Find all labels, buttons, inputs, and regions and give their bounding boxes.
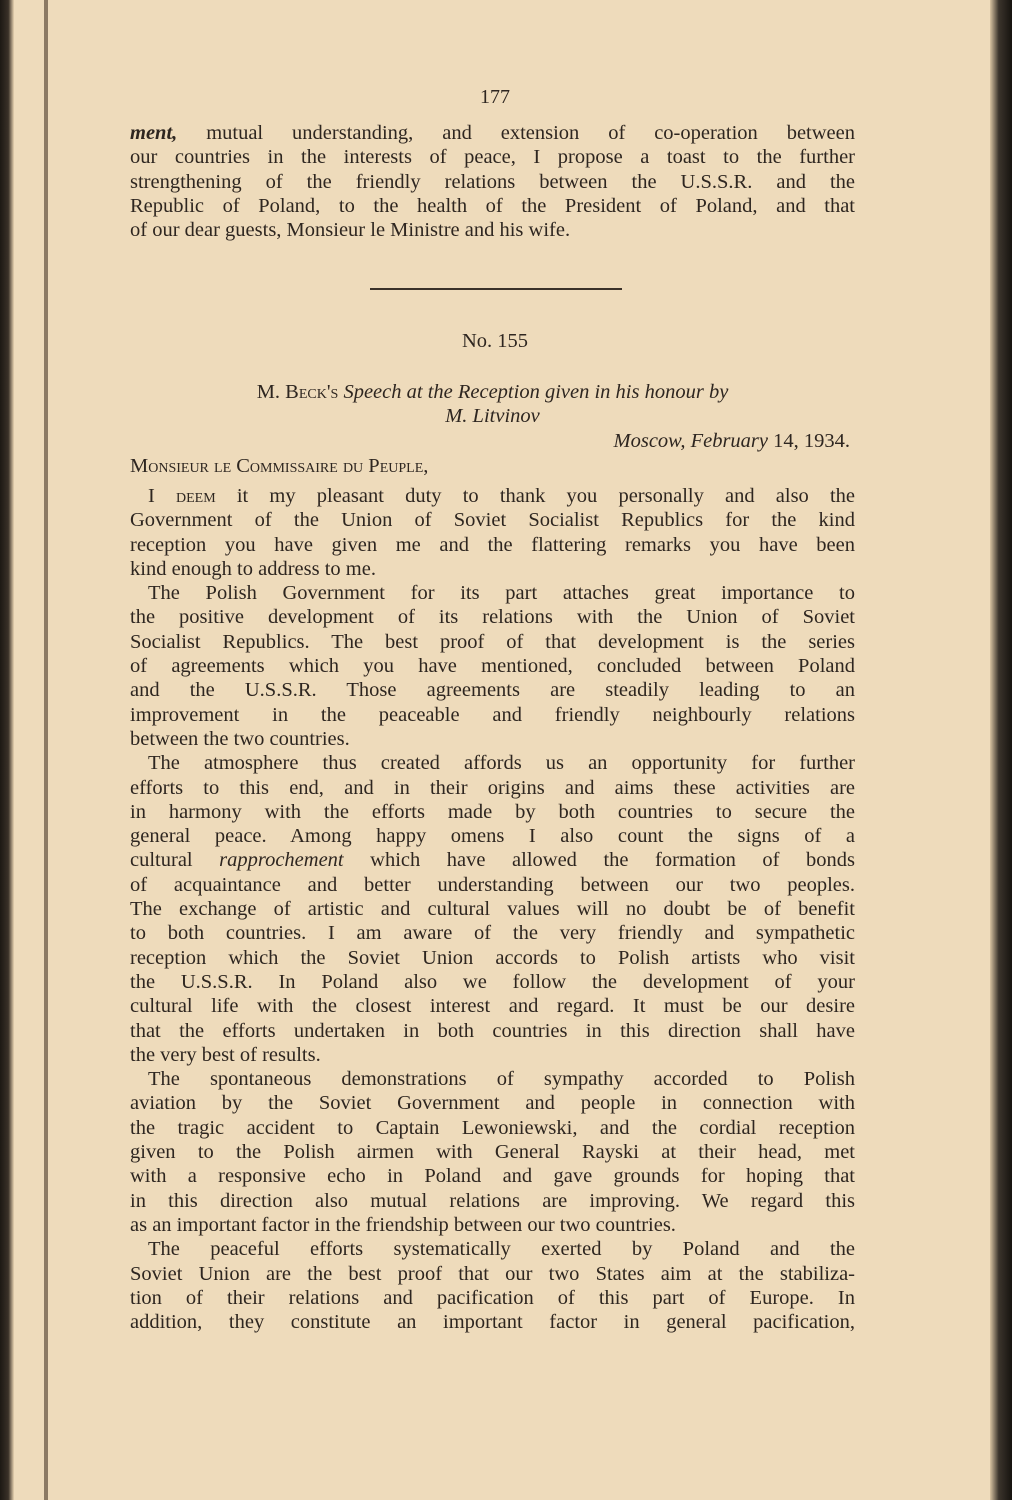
text-segment: the very best of results. xyxy=(130,1043,321,1066)
text-line xyxy=(130,605,855,629)
text-line xyxy=(130,508,855,532)
text-line xyxy=(130,1213,855,1237)
text-segment: The atmosphere thus created affords us an opportunity for further xyxy=(148,752,855,775)
text-line xyxy=(130,751,855,775)
text-segment: of acquaintance and better understanding between our two peoples. xyxy=(130,873,855,896)
text-line xyxy=(130,946,855,970)
text-segment: the positive development of its relations with the Union of Soviet xyxy=(130,606,855,629)
text-segment: tion of their relations and pacification of this part of Europe. In xyxy=(130,1286,855,1309)
text-segment: cultural life with the closest interest and regard. It must be our desire xyxy=(130,995,855,1018)
text-line xyxy=(130,1189,855,1213)
text-segment: Socialist Republics. The best proof of that development is the series xyxy=(130,630,855,653)
text-segment: between the two countries. xyxy=(130,727,350,750)
text-segment: aviation by the Soviet Government and people in connection with xyxy=(130,1092,855,1115)
text-line xyxy=(130,873,855,897)
text-segment: strengthening of the friendly relations between the U.S.S.R. and the xyxy=(130,170,855,193)
text-segment: cultural xyxy=(130,849,220,872)
text-segment: which have allowed the formation of bonds xyxy=(343,849,855,872)
text-line xyxy=(130,1164,855,1188)
text-segment: addition, they constitute an important factor in general pacification, xyxy=(130,1311,855,1334)
text-segment: the U.S.S.R. In Poland also we follow the development of your xyxy=(130,970,855,993)
salutation: Monsieur le Commissaire du Peuple, xyxy=(130,455,429,477)
text-segment: The peaceful efforts systematically exerted by Poland and the xyxy=(148,1238,855,1261)
text-line xyxy=(130,970,855,994)
text-segment: as an important factor in the friendship between our two countries. xyxy=(130,1213,676,1236)
text-line xyxy=(130,800,855,824)
text-segment: Speech at the Reception given in his honour by xyxy=(338,381,729,403)
text-line xyxy=(130,145,855,169)
text-segment: M. Litvinov xyxy=(445,405,540,428)
text-segment: mutual understanding, and extension of co-operation between xyxy=(177,122,855,144)
text-segment: of our dear guests, Monsieur le Ministre and his wife. xyxy=(130,219,571,242)
text-line xyxy=(130,121,855,145)
text-line xyxy=(130,581,855,605)
text-segment: given to the Polish airmen with General Rayski at their head, met xyxy=(130,1141,855,1164)
text-segment: it my pleasant duty to thank you personally and also the xyxy=(215,485,856,507)
text-segment: The exchange of artistic and cultural values will no doubt be of benefit xyxy=(130,898,855,921)
text-line xyxy=(130,1067,855,1091)
text-line xyxy=(130,678,855,702)
text-line xyxy=(130,194,855,218)
text-segment: 14, 1934. xyxy=(768,429,850,452)
speech-body xyxy=(130,484,855,1334)
text-line xyxy=(130,170,855,194)
page-gutter xyxy=(44,0,48,1500)
text-segment: kind enough to address to me. xyxy=(130,557,376,580)
text-line xyxy=(130,776,855,800)
text-line xyxy=(130,1091,855,1115)
text-segment: The Polish Government for its part attaches great importance to xyxy=(148,582,855,605)
text-segment: Soviet Union are the best proof that our two States aim at the stabiliza- xyxy=(130,1262,855,1285)
text-line xyxy=(130,380,855,404)
text-segment: Republic of Poland, to the health of the President of Poland, and that xyxy=(130,194,855,217)
text-line xyxy=(130,703,855,727)
text-line xyxy=(130,429,855,453)
text-segment: in harmony with the efforts made by both countries to secure the xyxy=(130,800,855,823)
text-line xyxy=(130,404,855,428)
text-segment: ment, xyxy=(130,122,178,144)
continuation-paragraph xyxy=(130,121,855,242)
document-number: No. 155 xyxy=(461,330,529,352)
text-line xyxy=(130,1286,855,1310)
text-segment: I xyxy=(148,485,176,507)
text-line xyxy=(130,848,855,872)
text-segment: with a responsive echo in Poland and gave grounds for hoping that xyxy=(130,1165,855,1188)
text-segment: and the U.S.S.R. Those agreements are steadily leading to an xyxy=(130,679,855,702)
page-number: 177 xyxy=(480,86,510,108)
text-line xyxy=(130,557,855,581)
text-line xyxy=(130,727,855,751)
text-line xyxy=(130,1116,855,1140)
text-line xyxy=(130,1019,855,1043)
text-segment: that the efforts undertaken in both countries in this direction shall have xyxy=(130,1019,855,1042)
text-segment: reception which the Soviet Union accords to Polish artists who visit xyxy=(130,946,855,969)
text-line xyxy=(130,921,855,945)
text-line xyxy=(130,533,855,557)
text-segment: deem xyxy=(176,485,216,507)
text-segment: in this direction also mutual relations are improving. We regard this xyxy=(130,1189,855,1212)
text-line xyxy=(130,630,855,654)
text-segment: our countries in the interests of peace, I propose a toast to the further xyxy=(130,146,855,169)
section-divider xyxy=(370,288,622,290)
text-line xyxy=(130,1310,855,1334)
text-line xyxy=(130,1140,855,1164)
text-segment: Moscow, February xyxy=(613,429,768,452)
text-segment: to both countries. I am aware of the very friendly and sympathetic xyxy=(130,922,855,945)
page-right-edge xyxy=(990,0,1012,1500)
text-segment: the tragic accident to Captain Lewoniewski, and the cordial reception xyxy=(130,1116,855,1139)
text-line xyxy=(130,1237,855,1261)
text-line xyxy=(130,994,855,1018)
book-binding-edge xyxy=(0,0,14,1500)
text-line xyxy=(130,1043,855,1067)
text-line xyxy=(130,897,855,921)
text-line xyxy=(130,654,855,678)
document-heading xyxy=(130,380,855,453)
text-segment: Beck's xyxy=(285,381,339,403)
text-line xyxy=(130,824,855,848)
text-segment: rapprochement xyxy=(219,849,344,872)
text-segment: Government of the Union of Soviet Socialist Republics for the kind xyxy=(130,509,855,532)
text-segment: reception you have given me and the flattering remarks you have been xyxy=(130,533,855,556)
text-segment: general peace. Among happy omens I also count the signs of a xyxy=(130,825,855,848)
text-segment: M. xyxy=(256,381,286,403)
text-segment: The spontaneous demonstrations of sympathy accorded to Polish xyxy=(148,1068,855,1091)
salutation-block xyxy=(130,454,855,478)
text-segment: improvement in the peaceable and friendly neighbourly relations xyxy=(130,703,855,726)
text-line xyxy=(130,484,855,508)
text-line xyxy=(130,1262,855,1286)
text-segment: efforts to this end, and in their origins and aims these activities are xyxy=(130,776,855,799)
text-segment: of agreements which you have mentioned, concluded between Poland xyxy=(130,655,855,678)
text-line xyxy=(130,218,855,242)
